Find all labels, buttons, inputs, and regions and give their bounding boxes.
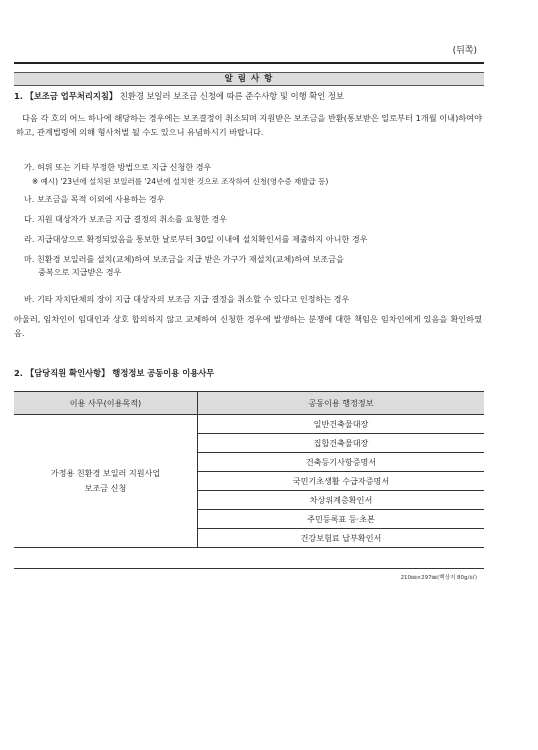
item-ba: 바. 기타 자치단체의 장이 지급 대상자의 보조금 지급 결정을 취소할 수 있다고 인정하는 경우	[24, 294, 350, 304]
section1-heading	[14, 90, 344, 102]
column-header-admin-info: 공동이용 행정정보	[198, 392, 485, 415]
purpose-line2: 보조금 신청	[84, 483, 127, 493]
section2-heading: 2. 【담당직원 확인사항】 행정정보 공동이용 이용사무	[14, 368, 215, 378]
item-da: 다. 지원 대상자가 보조금 지급 결정의 취소를 요청한 경우	[24, 214, 227, 224]
table-header-row	[14, 392, 484, 415]
document-cell: 차상위계층확인서	[198, 491, 485, 510]
document-cell: 일반건축물대장	[198, 415, 485, 434]
notice-title-band: 알 림 사 항	[14, 72, 484, 86]
item-ra: 라. 지급대상으로 확정되었음을 통보한 날로부터 30일 이내에 설치확인서를 제출하지 아니한 경우	[24, 234, 368, 244]
item-ga-note: ※ 예시) '23년에 설치된 보일러를 '24년에 설치한 것으로 조작하여 신청(영수증 재발급 등)	[32, 177, 329, 186]
table-row	[14, 415, 484, 434]
section1-number: 1.	[14, 91, 23, 101]
item-ma-line2: 중복으로 지급받은 경우	[38, 267, 122, 277]
shared-info-table	[14, 391, 484, 548]
page-side-marker: (뒤쪽)	[452, 46, 477, 56]
purpose-cell	[14, 415, 198, 548]
column-header-purpose: 이용 사무(이용목적)	[14, 392, 198, 415]
document-cell: 국민기초생활 수급자증명서	[198, 472, 485, 491]
item-ga: 가. 허위 또는 기타 부정한 방법으로 지급 신청한 경우	[24, 162, 212, 172]
section1-intro: 다음 각 호의 어느 하나에 해당하는 경우에는 보조결정이 취소되며 지원받은 보조금을 반환(통보받은 일로부터 1개월 이내)하여야 하고, 관계법령에 의해 형사처벌 될 수도 있으니 유념하시기 바랍니다.	[16, 113, 482, 137]
paper-spec-footer: 210㎜×297㎜(백상지 80g/㎡)	[400, 575, 477, 581]
item-ma	[24, 253, 482, 279]
top-rule	[14, 62, 484, 64]
section1-closing: 아울러, 임차인이 임대인과 상호 합의하지 않고 교체하여 신청한 경우에 발생하는 분쟁에 대한 책임은 임차인에게 있음을 확인하였음.	[14, 314, 482, 338]
section1-title-rest: 친환경 보일러 보조금 신청에 따른 준수사항 및 이행 확인 정보	[117, 91, 344, 101]
item-ma-line1: 마. 친환경 보일러를 설치(교체)하여 보조금을 지급 받은 가구가 재설치(교체)하여 보조금을	[24, 254, 344, 264]
section1-bold-title: 【보조금 업무처리지침】	[25, 91, 118, 101]
item-na: 나. 보조금을 목적 이외에 사용하는 경우	[24, 194, 165, 204]
document-cell: 건축등기사항증명서	[198, 453, 485, 472]
bottom-rule	[14, 568, 484, 569]
purpose-line1: 가정용 친환경 보일러 지원사업	[50, 468, 161, 478]
document-cell: 주민등록표 등·초본	[198, 510, 485, 529]
document-cell: 건강보험료 납부확인서	[198, 529, 485, 548]
document-cell: 집합건축물대장	[198, 434, 485, 453]
